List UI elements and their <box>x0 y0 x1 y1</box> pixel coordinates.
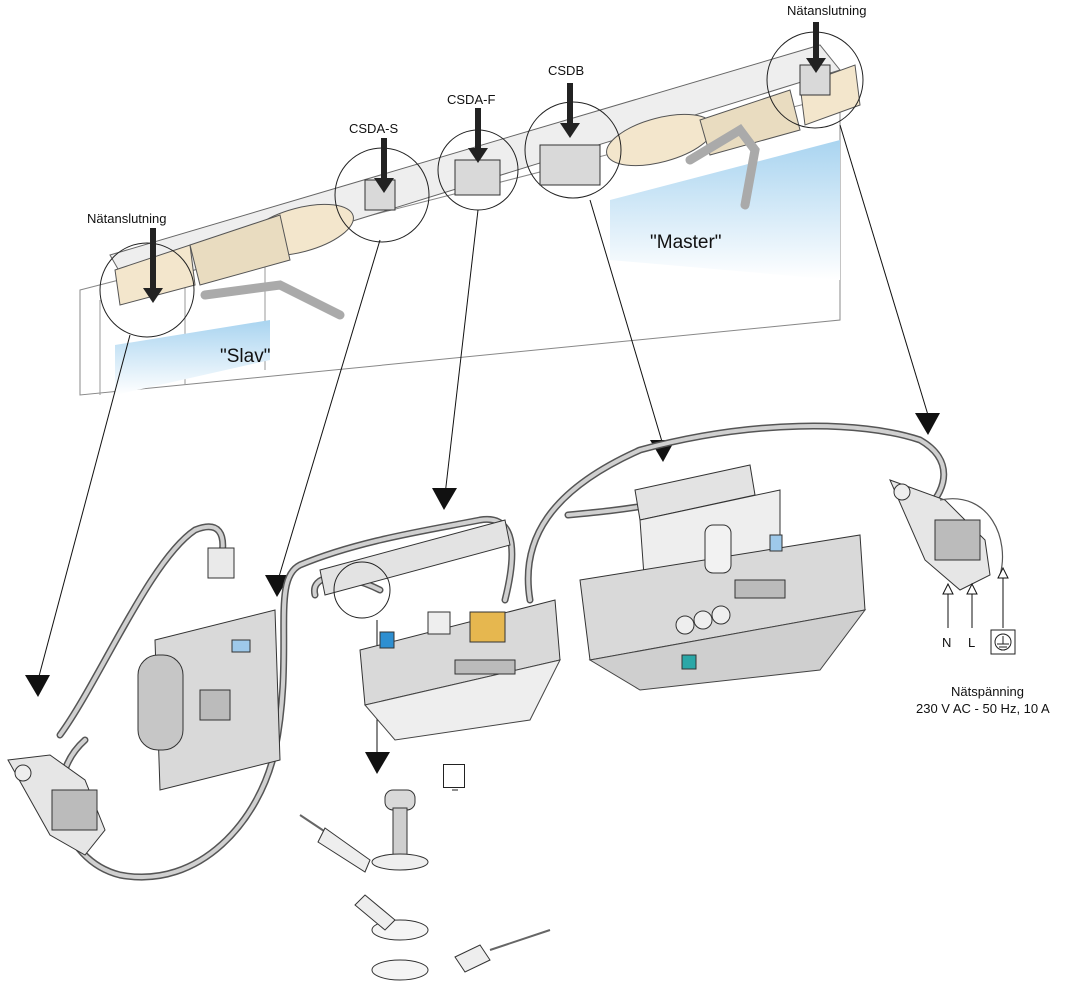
csda-s-plug <box>208 548 234 578</box>
ground-screw-head <box>385 790 415 810</box>
label-mains-voltage-title: Nätspänning <box>951 684 1024 699</box>
label-master: "Master" <box>650 232 722 253</box>
csdb-connector <box>682 655 696 669</box>
terminal-ground-left <box>15 765 31 781</box>
mini-board-csdb <box>540 145 600 185</box>
csdb-board <box>580 465 865 690</box>
mini-board-csda-f <box>455 160 500 195</box>
mains-terminal-right <box>890 480 1003 590</box>
csdb-terminals <box>735 580 785 598</box>
ground-detail <box>300 790 550 980</box>
label-slave: "Slav" <box>220 346 271 367</box>
label-mains-voltage-spec: 230 V AC - 50 Hz, 10 A <box>916 701 1050 716</box>
terminal-screws-left <box>52 790 97 830</box>
ground-ring-tab <box>355 895 395 930</box>
label-csdb: CSDB <box>548 63 585 78</box>
csda-s-capacitor <box>138 655 183 750</box>
csda-f-capacitor <box>380 632 394 648</box>
label-neutral: N <box>942 635 952 650</box>
arrowhead-mains-left <box>25 675 50 697</box>
ground-flat-connector <box>318 828 370 872</box>
csda-f-relays <box>470 612 505 642</box>
arrowhead-csda-f <box>432 488 457 510</box>
ground-cable-lug <box>455 945 490 972</box>
leader-mains-right <box>840 125 928 415</box>
arm-slave <box>205 285 340 315</box>
csdb-trimmer-3 <box>712 606 730 624</box>
terminal-ground-right <box>894 484 910 500</box>
leader-mains-left <box>38 335 130 680</box>
label-mains-connection-right: Nätanslutning <box>787 3 867 18</box>
csda-f-terminals <box>455 660 515 674</box>
terminal-screws-right <box>935 520 980 560</box>
csda-s-board <box>138 548 280 790</box>
leader-csda-f <box>445 210 478 495</box>
label-csda-f: CSDA-F <box>447 92 496 107</box>
csda-f-board <box>320 520 560 740</box>
ground-symbol-box <box>443 764 465 788</box>
ground-wire-right <box>490 930 550 950</box>
ground-star-washer <box>372 854 428 870</box>
label-mains-connection-left: Nätanslutning <box>87 211 167 226</box>
csdb-trimmer-2 <box>694 611 712 629</box>
csda-s-relay <box>232 640 250 652</box>
label-line: L <box>968 635 976 650</box>
arrowhead-ground-detail <box>365 752 390 774</box>
csda-s-component <box>200 690 230 720</box>
label-csda-s: CSDA-S <box>349 121 399 136</box>
mains-terminal-left <box>8 755 105 855</box>
ground-washer-2 <box>372 960 428 980</box>
csdb-trimmer-1 <box>676 616 694 634</box>
csda-f-transformer <box>428 612 450 634</box>
csdb-capacitor <box>705 525 731 573</box>
csdb-relay <box>770 535 782 551</box>
arrowhead-mains-right <box>915 413 940 435</box>
